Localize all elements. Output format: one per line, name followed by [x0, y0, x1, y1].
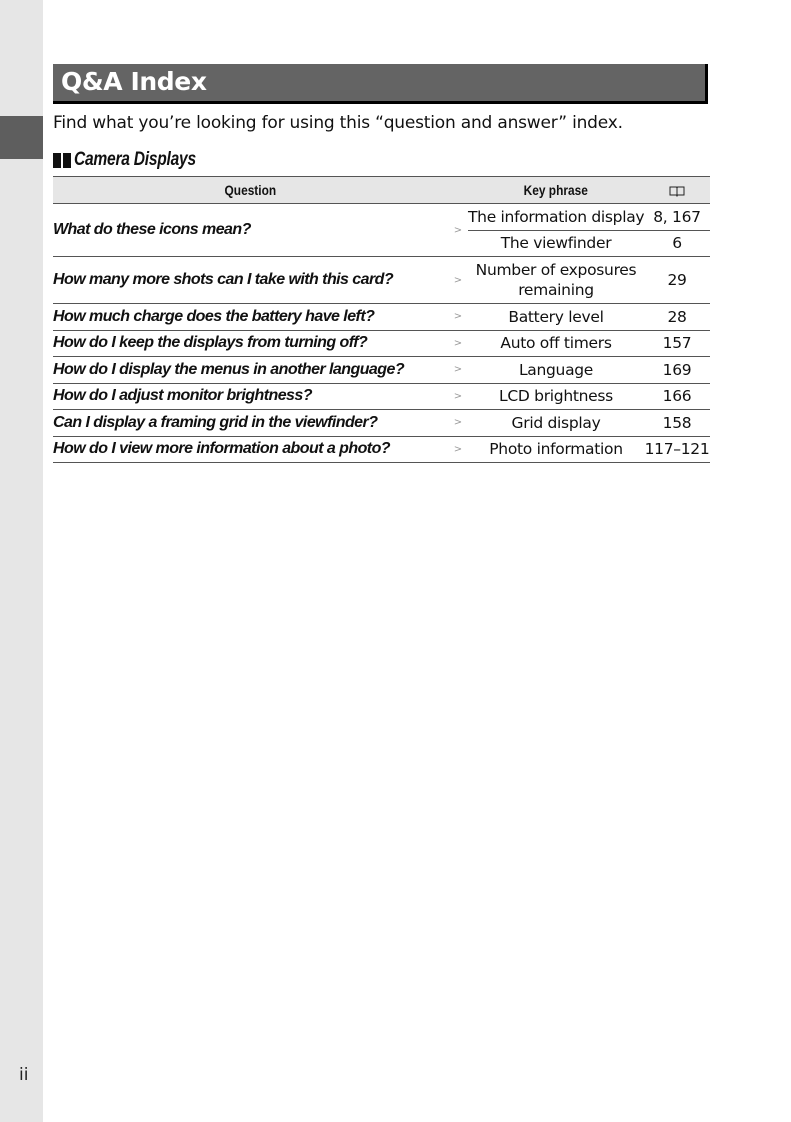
page-ref-cell[interactable]: 166	[644, 383, 710, 410]
question-cell[interactable]: How much charge does the battery have left?	[53, 304, 448, 331]
table-row	[53, 330, 710, 357]
table-row	[53, 257, 710, 304]
page-ref-cell[interactable]: 29	[644, 257, 710, 304]
key-phrase-cell: The information display	[468, 204, 644, 231]
arrow-icon: >	[448, 257, 468, 304]
arrow-header	[448, 177, 468, 204]
page-ref-cell[interactable]: 169	[644, 357, 710, 384]
book-icon	[669, 185, 685, 197]
arrow-icon: >	[448, 436, 468, 463]
question-cell[interactable]: How do I view more information about a photo?	[53, 436, 448, 463]
page-ref-cell[interactable]: 117–121	[644, 436, 710, 463]
arrow-icon: >	[448, 410, 468, 437]
page-ref-cell[interactable]: 158	[644, 410, 710, 437]
table-header-row	[53, 177, 710, 204]
arrow-icon: >	[448, 204, 468, 257]
page-ref-cell[interactable]: 8, 167	[644, 204, 710, 231]
chapter-tab[interactable]	[0, 116, 43, 159]
table-row	[53, 383, 710, 410]
question-cell[interactable]: How do I adjust monitor brightness?	[53, 383, 448, 410]
key-phrase-cell: Number of exposures remaining	[468, 257, 644, 304]
page-ref-cell[interactable]: 6	[644, 230, 710, 257]
key-phrase-header: Key phrase	[468, 177, 644, 204]
arrow-icon: >	[448, 383, 468, 410]
page-ref-cell[interactable]: 157	[644, 330, 710, 357]
question-cell[interactable]: How do I keep the displays from turning off?	[53, 330, 448, 357]
question-cell[interactable]: Can I display a framing grid in the viewfinder?	[53, 410, 448, 437]
page-ref-cell[interactable]: 28	[644, 304, 710, 331]
key-phrase-cell: Photo information	[468, 436, 644, 463]
question-header: Question	[53, 177, 448, 204]
key-phrase-cell: Language	[468, 357, 644, 384]
page-title: Q&A Index	[61, 67, 207, 96]
key-phrase-cell: Battery level	[468, 304, 644, 331]
arrow-icon: >	[448, 357, 468, 384]
question-cell[interactable]: What do these icons mean?	[53, 204, 448, 257]
page-number: ii	[19, 1065, 29, 1085]
arrow-icon: >	[448, 330, 468, 357]
table-row	[53, 357, 710, 384]
table-row	[53, 304, 710, 331]
key-phrase-cell: Grid display	[468, 410, 644, 437]
key-phrase-cell: The viewfinder	[468, 230, 644, 257]
section-heading	[53, 147, 223, 173]
section-title: Camera Displays	[74, 149, 196, 170]
key-phrase-cell: Auto off timers	[468, 330, 644, 357]
section-marker-icon	[53, 153, 71, 168]
question-cell[interactable]: How do I display the menus in another language?	[53, 357, 448, 384]
arrow-icon: >	[448, 304, 468, 331]
key-phrase-cell: LCD brightness	[468, 383, 644, 410]
intro-text: Find what you’re looking for using this “question and answer” index.	[53, 113, 623, 133]
table-row	[53, 410, 710, 437]
title-bar	[53, 64, 708, 104]
side-strip	[0, 0, 43, 1122]
qa-table	[53, 176, 710, 463]
question-cell[interactable]: How many more shots can I take with this card?	[53, 257, 448, 304]
table-row	[53, 204, 710, 231]
page-header	[644, 177, 710, 204]
table-row	[53, 436, 710, 463]
